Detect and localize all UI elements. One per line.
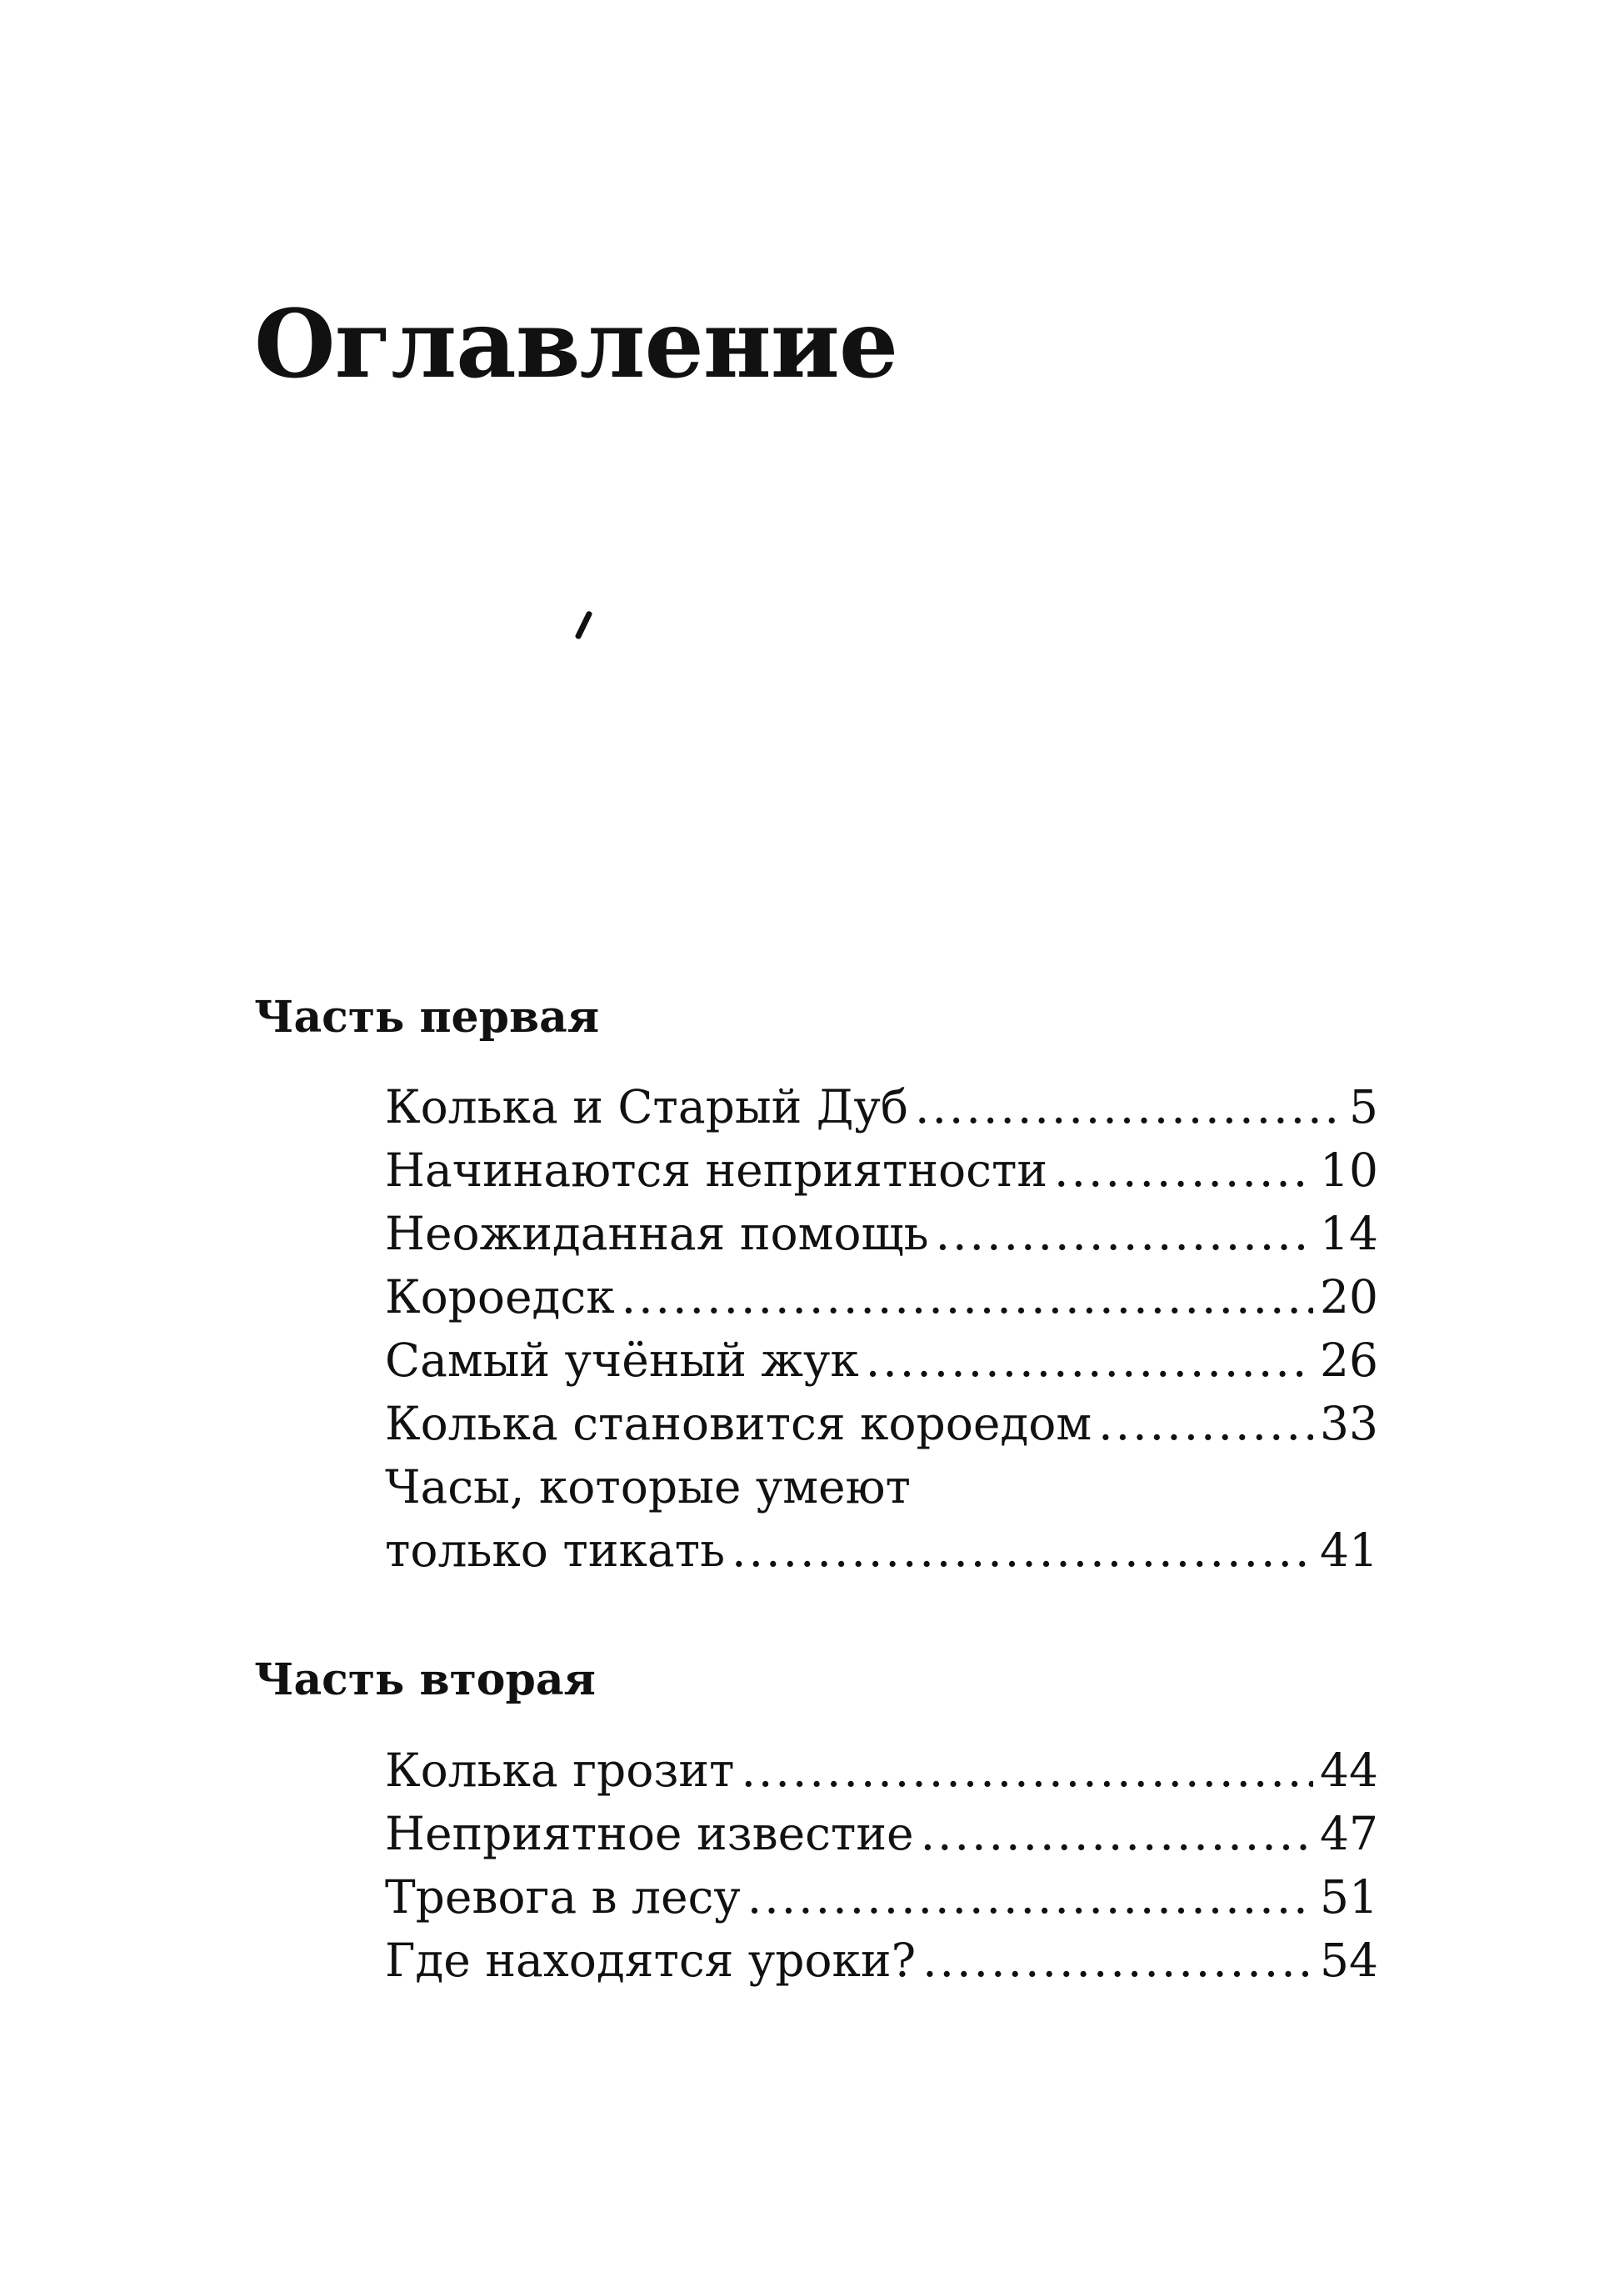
toc-entry-page: 41 <box>1320 1524 1378 1577</box>
toc-entry-title: Неприятное известие <box>385 1807 914 1860</box>
toc-entry-page: 54 <box>1320 1934 1378 1987</box>
toc-entry[interactable] <box>385 1202 1378 1265</box>
toc-entry[interactable] <box>385 1265 1378 1329</box>
toc-entry-title: Колька становится короедом <box>385 1397 1092 1450</box>
dot-leader <box>915 1075 1342 1138</box>
toc-entry-title: Где находятся уроки? <box>385 1934 917 1987</box>
toc-entry-title: Неожиданная помощь <box>385 1207 929 1260</box>
toc-entry-line2 <box>385 1519 1378 1582</box>
toc-entry[interactable] <box>385 1929 1378 1992</box>
toc-list-part-second <box>385 1739 1378 1992</box>
toc-entry-page: 10 <box>1320 1143 1378 1197</box>
dot-leader <box>921 1802 1313 1865</box>
toc-entry-title: Колька грозит <box>385 1744 735 1797</box>
toc-entry-title: Тревога в лесу <box>385 1870 741 1924</box>
toc-entry-multiline[interactable] <box>385 1455 1378 1582</box>
dot-leader <box>732 1519 1313 1582</box>
toc-entry-title-line1: Часы, которые умеют <box>385 1460 911 1514</box>
part-heading-second: Часть вторая <box>254 1654 596 1705</box>
toc-entry[interactable] <box>385 1329 1378 1392</box>
toc-entry-page: 20 <box>1320 1270 1378 1324</box>
dot-leader <box>1098 1392 1313 1455</box>
dot-leader <box>936 1202 1313 1265</box>
toc-entry-title: Колька и Старый Дуб <box>385 1080 908 1133</box>
toc-entry-page: 26 <box>1320 1334 1378 1387</box>
toc-entry-page: 33 <box>1320 1397 1378 1450</box>
toc-entry[interactable] <box>385 1739 1378 1802</box>
toc-entry[interactable] <box>385 1802 1378 1865</box>
dot-leader <box>1054 1138 1313 1202</box>
dot-leader <box>922 1929 1313 1992</box>
dot-leader <box>622 1265 1313 1329</box>
toc-entry[interactable] <box>385 1865 1378 1929</box>
toc-entry-title: Начинаются неприятности <box>385 1143 1048 1197</box>
page-title: Оглавление <box>254 290 898 399</box>
toc-entry[interactable] <box>385 1392 1378 1455</box>
toc-entry-page: 5 <box>1349 1080 1378 1133</box>
toc-list-part-first <box>385 1075 1378 1582</box>
toc-entry-title: Короедск <box>385 1270 615 1324</box>
dot-leader <box>741 1739 1313 1802</box>
toc-entry-page: 51 <box>1320 1870 1378 1924</box>
toc-entry[interactable] <box>385 1075 1378 1138</box>
toc-entry[interactable] <box>385 1138 1378 1202</box>
dot-leader <box>866 1329 1313 1392</box>
stray-ink-mark <box>574 610 592 639</box>
toc-entry-page: 47 <box>1320 1807 1378 1860</box>
dot-leader <box>747 1865 1313 1929</box>
toc-entry-page: 44 <box>1320 1744 1378 1797</box>
toc-entry-page: 14 <box>1320 1207 1378 1260</box>
toc-entry-title: Самый учёный жук <box>385 1334 859 1387</box>
part-heading-first: Часть первая <box>254 992 600 1043</box>
toc-entry-title-line2: только тикать <box>385 1524 726 1577</box>
